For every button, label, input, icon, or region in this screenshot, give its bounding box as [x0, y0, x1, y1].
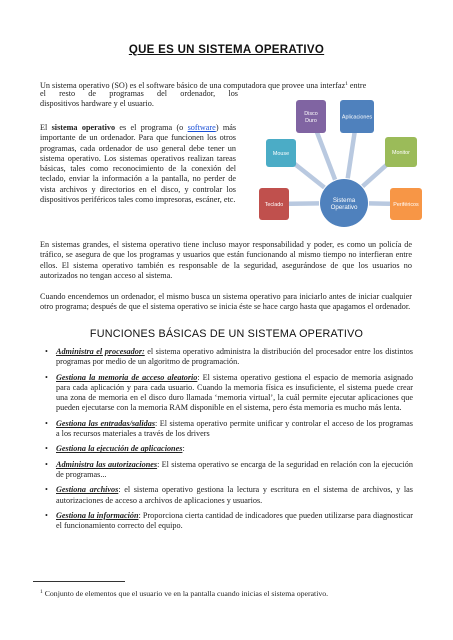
paragraph-large-systems: En sistemas grandes, el sistema operativo tiene incluso mayor responsabilidad y poder, es como un policía de tráfico, se asegura de que los programas y usuarios que están funcionando al mismo tiempo no interfieran entre ellos. El sistema operativo también es responsable de la seguridad, asegurándose de que los usuarios no autorizados no tengan acceso al sistema. [40, 240, 412, 280]
functions-list [45, 347, 413, 536]
section-title: FUNCIONES BÁSICAS DE UN SISTEMA OPERATIVO [89, 328, 364, 340]
footnote-divider [33, 581, 125, 582]
para2-mid: es el programa (o [119, 123, 184, 132]
bullet-icon: • [45, 485, 48, 495]
footnote-mark: 1 [40, 589, 43, 595]
function-item [45, 485, 413, 506]
function-term: Gestiona la memoria de acceso aleatorio [56, 372, 198, 382]
os-definition-paragraph [40, 123, 236, 205]
function-item [45, 444, 413, 454]
function-item [45, 510, 413, 532]
bullet-icon: • [45, 444, 48, 454]
footnote-text: Conjunto de elementos que el usuario ve en la pantalla cuando inicias el sistema operativo. [44, 589, 329, 598]
footnote-ref: 1 [345, 81, 348, 87]
bullet-icon: • [45, 510, 48, 520]
para2-bold-term: sistema operativo [51, 123, 116, 132]
para2-pre: El [40, 123, 48, 132]
function-term: Gestiona la información [56, 510, 139, 520]
diagram-nodes [259, 100, 422, 227]
node-label-monitor: Monitor [392, 150, 410, 156]
center-node-label: Sistema [332, 197, 356, 204]
function-item [45, 372, 413, 414]
node-label-disco: Duro [305, 118, 317, 124]
function-term: Gestiona archivos [56, 485, 119, 495]
function-term: Administra las autorizaciones [56, 459, 158, 469]
node-label-teclado: Teclado [264, 202, 284, 208]
center-node-label: Operativo [330, 204, 358, 211]
function-item [45, 418, 413, 440]
node-label-mouse: Mouse [272, 151, 290, 157]
function-description: : El sistema operativo gestiona el espacio de memoria asignado para cada aplicación y para cada usuario. Cuando la memoria física es insuficiente, el sistema puede crear una zona de memoria en el disco duro llamada ‘memoria virtual’, la cuál permite ejecutar aplicaciones que pueden ejecutarse con la memoria RAM disponible en el sistema, pero ésta memoria es mucho más lenta. [56, 372, 413, 413]
intro-text-1: Un sistema operativo (SO) es el software básico de una computadora que provee una interfaz [40, 81, 346, 90]
intro-line-2: el resto de programas del ordenador, los [40, 89, 238, 98]
bullet-icon: • [45, 372, 48, 382]
bullet-icon: • [45, 418, 48, 428]
function-item [45, 347, 413, 368]
function-term: Administra el procesador: [56, 347, 145, 356]
function-term: Gestiona las entradas/salidas [56, 418, 156, 428]
footnote [40, 587, 420, 599]
node-label-disco: Disco [304, 111, 318, 117]
node-label-aplicaciones: Aplicaciones [341, 114, 373, 121]
function-description: : El sistema operativo se encarga de la seguridad en relación con la ejecución de programas... [56, 459, 413, 479]
software-link[interactable]: software [187, 123, 216, 132]
function-description: : [182, 444, 185, 454]
function-description: : el sistema operativo gestiona la lectura y escritura en el sistema de archivos, y las autorizaciones de acceso a archivos de aplicaciones y usuarios. [56, 485, 413, 505]
paragraph-boot: Cuando encendemos un ordenador, el mismo busca un sistema operativo para iniciarlo antes de iniciar cualquier otro programa; después de que el sistema operativo se inicia éste se hace cargo hasta que apagamos el ordenador. [40, 292, 412, 312]
para2-post: ) más importante de un ordenador. Para que funcionen los otros programas, cada ordenador de uso general debe tener un sistema operativo. Los sistemas operativos realizan tareas básicas, tales como reconocimiento de la conexión del teclado, enviar la información a la pantalla, no perder de vista archivos y directorios en el disco, y controlar los dispositivos periféricos tales como impresoras, escáner, etc. [40, 123, 237, 205]
function-item [45, 459, 413, 481]
page-title: QUE ES UN SISTEMA OPERATIVO [128, 44, 325, 56]
node-label-perifericos: Periféricos [393, 202, 419, 208]
os-diagram [252, 100, 432, 232]
function-description: : Proporciona cierta cantidad de indicadores que pueden utilizarse para diagnosticar el funcionamiento correcto del equipo. [56, 510, 413, 531]
bullet-icon: • [45, 347, 48, 356]
function-term: Gestiona la ejecución de aplicaciones [56, 444, 183, 454]
bullet-icon: • [45, 459, 48, 469]
intro-text-1-end: entre [349, 81, 367, 90]
function-description: el sistema operativo administra la distribución del procesador entre los distintos programas por medio de un algoritmo de programación. [56, 347, 413, 367]
intro-line-3: dispositivos hardware y el usuario. [40, 99, 154, 108]
function-description: : El sistema operativo permite unificar y controlar el acceso de los programas a los recursos materiales a través de los drivers [56, 418, 413, 439]
